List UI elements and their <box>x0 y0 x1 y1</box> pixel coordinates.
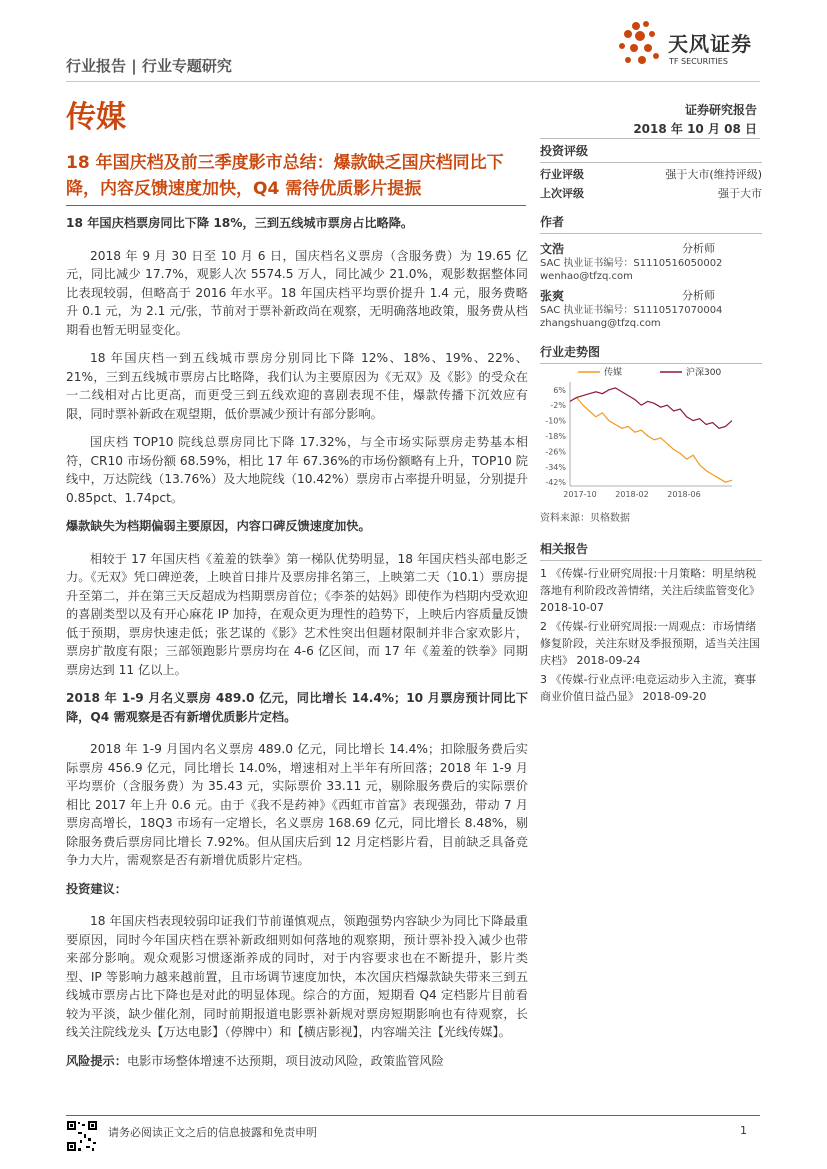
section-title: 投资建议： <box>66 881 127 896</box>
rating-value: 强于大市 <box>718 187 762 200</box>
paragraph: 2018 年 9 月 30 日至 10 月 6 日，国庆档名义票房（含服务费）为 19.65 亿元，同比减少 17.7%，观影人次 5574.5 万人，同比减少 21.0%，观影数据整体同比表现较弱，但略高于 2016 年水平。18 年国庆档平均票价提升 1.4 元，服务费略升 0.1 元，为 2.1 元/张，节前对于票补新政尚在观察，无明确落地政策，服务费从档期看也暂无明显变化。 <box>66 248 528 337</box>
page-number: 1 <box>740 1124 747 1137</box>
author-role: 分析师 <box>682 242 715 255</box>
y-tick-label: 6% <box>553 385 566 395</box>
main-body <box>66 214 528 1080</box>
chart-source: 资料来源：贝格数据 <box>540 513 630 524</box>
rating-row <box>540 184 762 203</box>
author-email[interactable]: zhangshuang@tfzq.com <box>540 318 661 329</box>
paragraph: 2018 年 1-9 月国内名义票房 489.0 亿元，同比增长 14.4%；扣除服务费后实际票房 456.9 亿元，同比增长 14.0%，增速相对上半年有所回落；2018 年 1-9 月平均票价（含服务费）为 35.43 元，实际票价 33.11 元，剔除服务费后的实际票价相比 2017 年上升 0.6 元。由于《我不是药神》《西虹市首富》表现强劲，带动 7 月票房高增长，18Q3 市场有一定增长，名义票房 168.69 亿元，同比增长 8.48%，剔除服务费后票房同比增长 7.92%。但从国庆后到 12 月定档影片看，目前缺乏具备竞争力大片，需观察是否有新增优质影片定档。 <box>66 742 528 867</box>
legend-label: 沪深300 <box>686 368 722 378</box>
y-tick-label: -18% <box>545 432 566 441</box>
risk-label: 风险提示： <box>66 1053 127 1068</box>
related-report-link[interactable]: 1 《传媒-行业研究周报:十月策略：明星纳税落地有利阶段改善情绪，关注后续监管变化》 2018-10-07 <box>540 567 760 614</box>
rating-value: 强于大市(维持评级) <box>665 168 762 181</box>
rating-key: 行业评级 <box>540 168 584 181</box>
rating-key: 上次评级 <box>540 187 584 200</box>
section-title: 2018 年 1-9 月名义票房 489.0 亿元，同比增长 14.4%；10 月票房预计同比下降，Q4 需观察是否有新增优质影片定档。 <box>66 691 528 724</box>
logo-text: 天风证券 <box>668 32 752 56</box>
y-tick-label: -10% <box>545 416 566 426</box>
report-date: 2018 年 10 月 08 日 <box>633 122 757 136</box>
breadcrumb: 行业报告 | 行业专题研究 <box>66 57 232 75</box>
related-list <box>540 565 762 705</box>
report-headline: 18 年国庆档及前三季度影市总结：爆款缺乏国庆档同比下降，内容反馈速度加快，Q4 需待优质影片提振 <box>66 153 504 199</box>
author-email[interactable]: wenhao@tfzq.com <box>540 271 633 282</box>
date-divider <box>540 138 760 139</box>
divider <box>540 162 762 163</box>
author-name: 文浩 <box>540 242 565 256</box>
authors-block <box>540 213 762 330</box>
divider <box>540 233 762 234</box>
series-line-media <box>570 398 732 483</box>
logo-text-en: TF SECURITIES <box>669 57 728 66</box>
footer-disclaimer: 请务必阅读正文之后的信息披露和免责申明 <box>108 1126 317 1139</box>
related-report-link[interactable]: 2 《传媒-行业研究周报:一周观点：市场情绪修复阶段，关注东财及季报预期，适当关注国庆档》 2018-09-24 <box>540 620 760 667</box>
rating-block <box>540 142 762 203</box>
author-name: 张爽 <box>540 289 565 303</box>
x-tick-label: 2018-02 <box>615 490 649 499</box>
trend-chart <box>540 362 762 502</box>
related-report-link[interactable]: 3 《传媒-行业点评:电竞运动步入主流，赛事商业价值日益凸显》 2018-09-20 <box>540 673 757 703</box>
author-role: 分析师 <box>682 289 715 302</box>
x-tick-label: 2017-10 <box>563 490 597 499</box>
series-line-hs300 <box>570 388 732 428</box>
y-tick-label: -2% <box>550 401 566 411</box>
headline-divider <box>66 205 526 206</box>
qr-code-icon <box>66 1120 98 1152</box>
report-type: 证券研究报告 <box>684 103 757 117</box>
paragraph: 国庆档 TOP10 院线总票房同比下降 17.32%，与全市场实际票房走势基本相符，CR10 市场份额 68.59%，相比 17 年 67.36%的市场份额略有上升，TOP10 院线中，万达院线（13.76%）及大地院线（10.42%）票房市占率提升明显，分别提升 0.85pct、1.74pct。 <box>66 435 528 505</box>
risk-paragraph <box>66 1052 528 1071</box>
author-sac: SAC 执业证书编号：S1110516050002 <box>540 258 723 269</box>
y-tick-label: -34% <box>545 462 566 472</box>
sector-title: 传媒 <box>66 100 126 135</box>
paragraph: 18 年国庆档表现较弱印证我们节前谨慎观点，领跑强势内容缺少为同比下降最重要原因，同时今年国庆档在票补新政细则如何落地的观察期，预计票补投入减少也带来部分影响。观众观影习惯逐渐养成的同时，对于内容要求也在不断提升，影片类型、IP 等影响力越来越前置，且市场调节速度加快，本次国庆档爆款缺失带来三到五线城市票房占比下降也是对此的明显体现。综合的方面，短期看 Q4 定档影片目前看较为平淡，缺少催化剂，同时前期报道电影票补新规对票房短期影响也有待观察，长线关注院线龙头【万达电影】（停牌中）和【横店影视】，内容端关注【光线传媒】。 <box>66 914 528 1039</box>
chart-title: 行业走势图 <box>540 345 601 359</box>
rating-title: 投资评级 <box>540 144 589 158</box>
x-tick-label: 2018-06 <box>667 490 701 499</box>
section-title: 爆款缺失为档期偏弱主要原因，内容口碑反馈速度加快。 <box>66 519 371 533</box>
divider <box>540 560 762 561</box>
trend-chart-block <box>540 343 762 364</box>
y-tick-label: -26% <box>545 447 566 457</box>
header-divider <box>66 81 760 82</box>
y-tick-label: -42% <box>545 478 566 488</box>
footer-divider <box>66 1115 760 1116</box>
authors-title: 作者 <box>540 215 565 229</box>
related-block <box>540 540 762 707</box>
author-sac: SAC 执业证书编号：S1110517070004 <box>540 305 723 316</box>
related-title: 相关报告 <box>540 542 589 556</box>
risk-text: 电影市场整体增速不达预期，项目波动风险，政策监管风险 <box>126 1053 444 1068</box>
legend-label: 传媒 <box>604 368 623 378</box>
rating-row <box>540 165 762 184</box>
section-title: 18 年国庆档票房同比下降 18%，三到五线城市票房占比略降。 <box>66 216 414 230</box>
paragraph: 18 年国庆档一到五线城市票房分别同比下降 12%、18%、19%、22%、21%，三到五线城市票房占比略降，我们认为主要原因为《无双》及《影》的受众在一二线相对占比更高，而更受三到五线欢迎的喜剧表现不佳，爆款传播下沉效应有限，同时票补新政在观望期，低价票减少预计有部分影响。 <box>66 351 528 421</box>
paragraph: 相较于 17 年国庆档《羞羞的铁拳》第一梯队优势明显，18 年国庆档头部电影乏力。《无双》凭口碑逆袭，上映首日排片及票房排名第三，上映第二天（10.1）票房提升至第二，并在第三天反超成为档期票房首位；《李茶的姑妈》即使作为档期内受欢迎的喜剧类型以及有开心麻花 IP 加持，在观众更为理性的趋势下，上映后内容质量反馈低于预期，票房快速走低；张艺谋的《影》艺术性突出但题材限制并非合家欢影片，票房扩散度有限；三部领跑影片票房均在 4-6 亿区间，而 17 年《羞羞的铁拳》同期票房达到 11 亿以上。 <box>66 551 528 677</box>
